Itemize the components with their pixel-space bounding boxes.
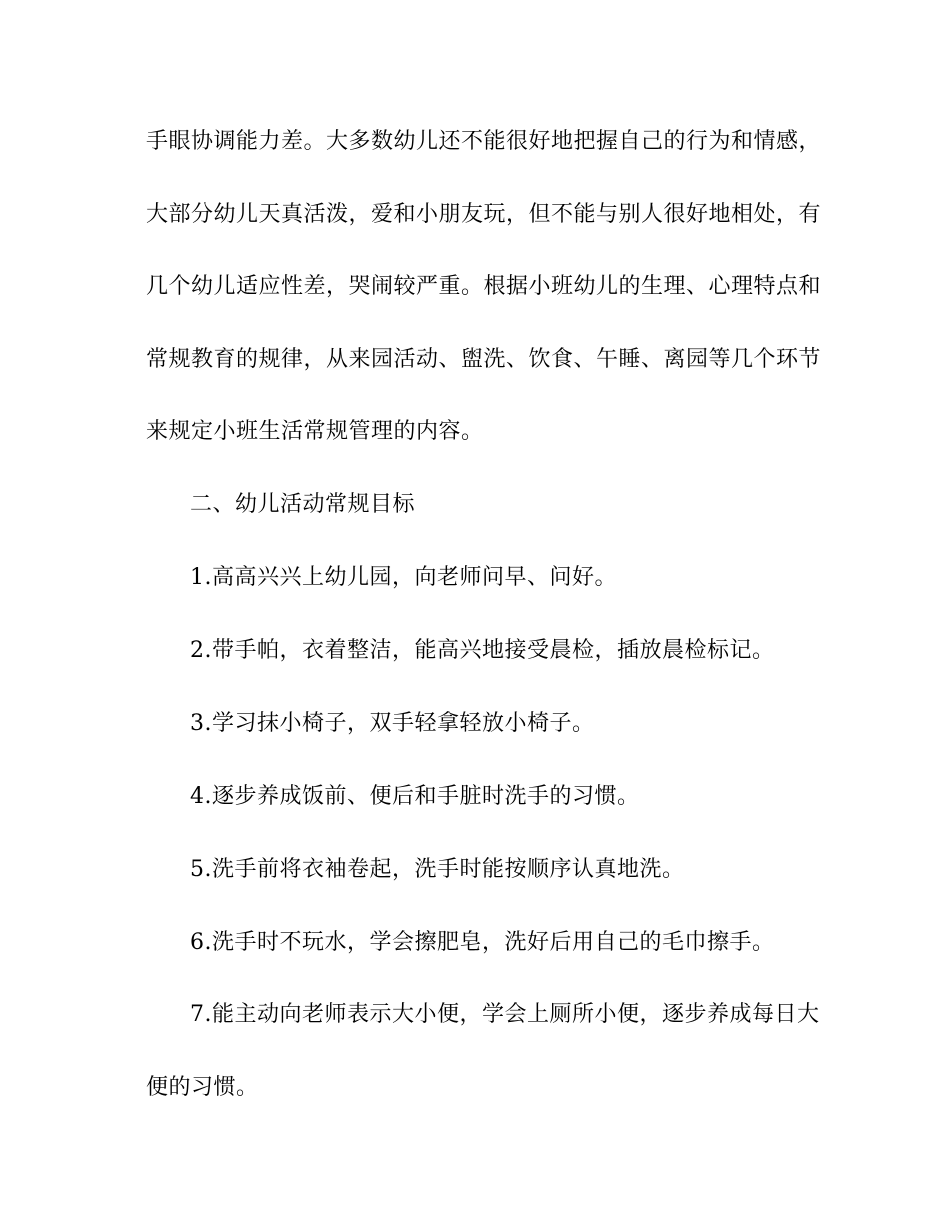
list-item: 1.高高兴兴上幼儿园，向老师问早、问好。 — [190, 565, 617, 590]
section-heading: 二、幼儿活动常规目标 — [190, 492, 416, 517]
paragraph-line: 常规教育的规律，从来园活动、盥洗、饮食、午睡、离园等几个环节 — [146, 347, 822, 372]
paragraph-line: 手眼协调能力差。大多数幼儿还不能很好地把握自己的行为和情感， — [146, 129, 822, 154]
list-item: 4.逐步养成饭前、便后和手脏时洗手的习惯。 — [190, 784, 640, 809]
list-item: 6.洗手时不玩水，学会擦肥皂，洗好后用自己的毛巾擦手。 — [190, 930, 775, 955]
list-item-continuation: 便的习惯。 — [146, 1075, 259, 1100]
list-item: 3.学习抹小椅子，双手轻拿轻放小椅子。 — [190, 711, 595, 736]
paragraph-line: 来规定小班生活常规管理的内容。 — [146, 419, 484, 444]
list-item: 2.带手帕，衣着整洁，能高兴地接受晨检，插放晨检标记。 — [190, 638, 775, 663]
paragraph-line: 几个幼儿适应性差，哭闹较严重。根据小班幼儿的生理、心理特点和 — [146, 274, 822, 299]
list-item: 5.洗手前将衣袖卷起，洗手时能按顺序认真地洗。 — [190, 857, 685, 882]
list-item: 7.能主动向老师表示大小便，学会上厕所小便，逐步养成每日大 — [190, 1002, 820, 1027]
paragraph-line: 大部分幼儿天真活泼，爱和小朋友玩，但不能与别人很好地相处，有 — [146, 202, 822, 227]
